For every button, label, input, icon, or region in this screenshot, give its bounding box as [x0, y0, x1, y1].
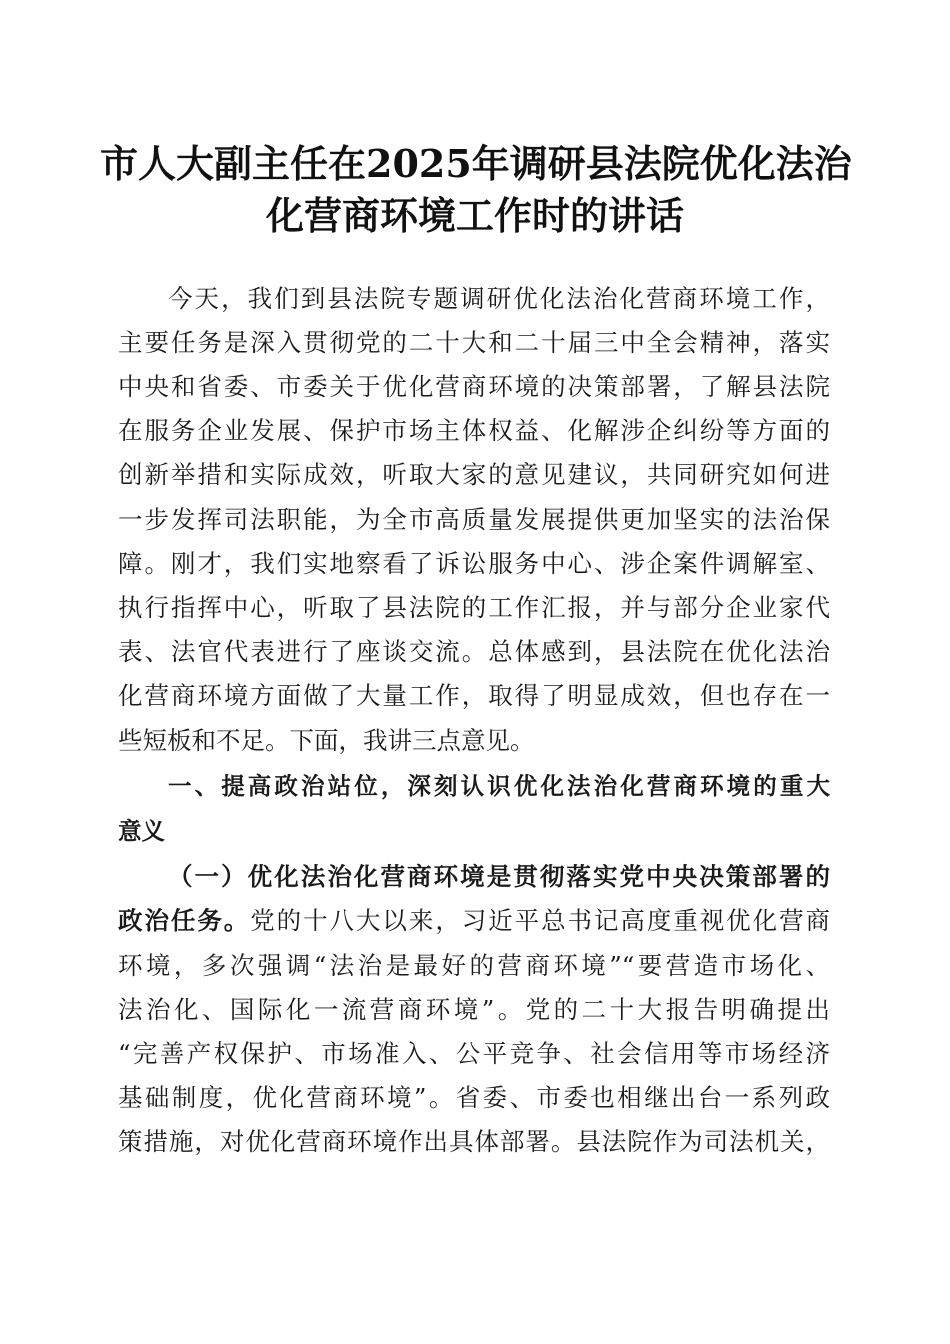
paragraph-line: 法治化、国际化一流营商环境”。党的二十大报告明确提出: [118, 995, 830, 1024]
paragraph-line: “完善产权保护、市场准入、公平竞争、社会信用等市场经济: [118, 1039, 830, 1068]
paragraph-line: 策措施，对优化营商环境作出具体部署。县法院作为司法机关，: [118, 1127, 830, 1156]
paragraph-text: 党的十八大以来，习近平总书记高度重视优化营商: [250, 906, 831, 935]
paragraph-line: 创新举措和实际成效，听取大家的意见建议，共同研究如何进: [118, 460, 830, 489]
paragraph-line: 主要任务是深入贯彻党的二十大和二十届三中全会精神，落实: [118, 328, 830, 357]
paragraph-line: 中央和省委、市委关于优化营商环境的决策部署，了解县法院: [118, 372, 830, 401]
paragraph-line: 表、法官代表进行了座谈交流。总体感到，县法院在优化法治: [118, 637, 830, 666]
paragraph-line: 一步发挥司法职能，为全市高质量发展提供更加坚实的法治保: [118, 505, 830, 534]
paragraph-line: 执行指挥中心，听取了县法院的工作汇报，并与部分企业家代: [118, 593, 830, 622]
paragraph-line: 基础制度，优化营商环境”。省委、市委也相继出台一系列政: [118, 1083, 830, 1112]
paragraph-line: 环境，多次强调“法治是最好的营商环境”“要营造市场化、: [118, 951, 830, 980]
subheading-1-bold-end: 政治任务。: [118, 906, 251, 935]
paragraph-line: 些短板和不足。下面，我讲三点意见。: [118, 726, 535, 755]
subheading-1: （一）优化法治化营商环境是贯彻落实党中央决策部署的: [168, 862, 830, 891]
paragraph-line: 化营商环境方面做了大量工作，取得了明显成效，但也存在一: [118, 681, 830, 710]
section-heading-1: 一、提高政治站位，深刻认识优化法治化营商环境的重大: [168, 772, 830, 800]
paragraph-line: 在服务企业发展、保护市场主体权益、化解涉企纠纷等方面的: [118, 416, 830, 445]
subheading-1-cont: [118, 906, 830, 936]
document-title-line-2: 化营商环境工作时的讲话: [265, 193, 684, 238]
section-heading-1-cont: 意义: [118, 817, 165, 845]
paragraph-line: 障。刚才，我们实地察看了诉讼服务中心、涉企案件调解室、: [118, 549, 830, 578]
paragraph-line: 今天，我们到县法院专题调研优化法治化营商环境工作，: [168, 284, 830, 313]
document-title-line-1: 市人大副主任在2025年调研县法院优化法治: [100, 141, 852, 186]
